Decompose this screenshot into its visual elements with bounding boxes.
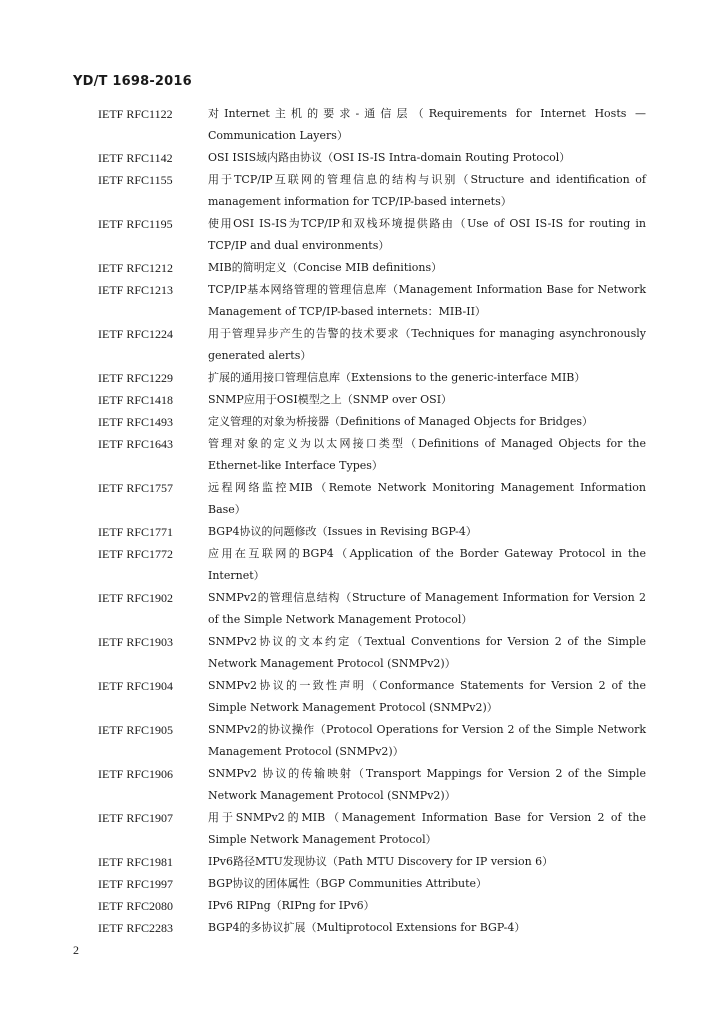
reference-code: IETF RFC1981	[98, 855, 174, 869]
reference-code: IETF RFC1493	[98, 415, 174, 429]
reference-title: SNMPv2的管理信息结构（Structure of Management Information for Version 2 of the Simple Network Management Protocol）	[208, 591, 646, 626]
reference-code: IETF RFC1905	[98, 723, 174, 737]
reference-code: IETF RFC1904	[98, 679, 174, 693]
reference-code: IETF RFC1903	[98, 635, 174, 649]
reference-title: MIB的简明定义（Concise MIB definitions）	[208, 261, 443, 274]
reference-code: IETF RFC1906	[98, 767, 174, 781]
reference-title: SNMPv2的协议操作（Protocol Operations for Version 2 of the Simple Network Management Protocol (SNMPv2)）	[208, 723, 646, 758]
reference-title: 使用OSI IS-IS为TCP/IP和双栈环境提供路由（Use of OSI IS-IS for routing in TCP/IP and dual environments）	[208, 217, 646, 252]
reference-title: BGP4的多协议扩展（Multiprotocol Extensions for BGP-4）	[208, 921, 526, 934]
reference-entry	[98, 873, 646, 895]
reference-title: TCP/IP基本网络管理的管理信息库（Management Information Base for Network Management of TCP/IP-based internets：MIB-II）	[208, 283, 646, 318]
reference-title: 用于TCP/IP互联网的管理信息的结构与识别（Structure and identification of management information for TCP/IP-based internets）	[208, 173, 646, 208]
page-number: 2	[73, 943, 79, 957]
reference-code: IETF RFC1757	[98, 481, 174, 495]
reference-title: SNMPv2协议的文本约定（Textual Conventions for Version 2 of the Simple Network Management Protocol (SNMPv2)）	[208, 635, 646, 670]
reference-code: IETF RFC1195	[98, 217, 173, 231]
reference-entry	[98, 389, 646, 411]
reference-entry	[98, 895, 646, 917]
reference-entry	[98, 851, 646, 873]
reference-title: OSI ISIS域内路由协议（OSI IS-IS Intra-domain Routing Protocol）	[208, 151, 571, 164]
reference-entry	[98, 433, 646, 477]
reference-entry	[98, 147, 646, 169]
reference-code: IETF RFC1142	[98, 151, 173, 165]
reference-code: IETF RFC1997	[98, 877, 174, 891]
reference-code: IETF RFC1907	[98, 811, 174, 825]
reference-title: SNMPv2协议的一致性声明（Conformance Statements for Version 2 of the Simple Network Management Protocol (SNMPv2)）	[208, 679, 646, 714]
reference-code: IETF RFC1771	[98, 525, 174, 539]
reference-title: 用于SNMPv2的MIB（Management Information Base for Version 2 of the Simple Network Management Protocol）	[208, 811, 646, 846]
reference-list	[98, 103, 646, 939]
reference-title: 对Internet主机的要求-通信层（Requirements for Internet Hosts — Communication Layers）	[208, 107, 646, 142]
reference-entry	[98, 719, 646, 763]
reference-code: IETF RFC1229	[98, 371, 174, 385]
reference-code: IETF RFC1418	[98, 393, 174, 407]
reference-code: IETF RFC1212	[98, 261, 174, 275]
reference-code: IETF RFC1902	[98, 591, 174, 605]
reference-entry	[98, 807, 646, 851]
reference-code: IETF RFC1643	[98, 437, 174, 451]
reference-entry	[98, 477, 646, 521]
reference-title: BGP协议的团体属性（BGP Communities Attribute）	[208, 877, 488, 890]
reference-code: IETF RFC1224	[98, 327, 174, 341]
reference-entry	[98, 323, 646, 367]
reference-entry	[98, 631, 646, 675]
reference-entry	[98, 411, 646, 433]
reference-title: SNMPv2 协议的传输映射（Transport Mappings for Version 2 of the Simple Network Management Protocol (SNMPv2)）	[208, 767, 646, 802]
reference-title: IPv6路径MTU发现协议（Path MTU Discovery for IP version 6）	[208, 855, 554, 868]
reference-code: IETF RFC1213	[98, 283, 174, 297]
reference-title: BGP4协议的问题修改（Issues in Revising BGP-4）	[208, 525, 477, 538]
reference-title: 定义管理的对象为桥接器（Definitions of Managed Objects for Bridges）	[208, 415, 594, 428]
reference-entry	[98, 587, 646, 631]
reference-code: IETF RFC2080	[98, 899, 174, 913]
standard-code-header: YD/T 1698-2016	[73, 74, 192, 89]
reference-entry	[98, 763, 646, 807]
reference-title: 扩展的通用接口管理信息库（Extensions to the generic-interface MIB）	[208, 371, 586, 384]
reference-entry	[98, 279, 646, 323]
reference-entry	[98, 169, 646, 213]
reference-title: IPv6 RIPng（RIPng for IPv6）	[208, 899, 375, 912]
reference-entry	[98, 213, 646, 257]
reference-entry	[98, 103, 646, 147]
reference-entry	[98, 367, 646, 389]
reference-code: IETF RFC1772	[98, 547, 174, 561]
reference-title: 远程网络监控MIB（Remote Network Monitoring Management Information Base）	[208, 481, 646, 516]
reference-entry	[98, 257, 646, 279]
reference-title: 应用在互联网的BGP4（Application of the Border Gateway Protocol in the Internet）	[208, 547, 646, 582]
reference-entry	[98, 521, 646, 543]
reference-entry	[98, 917, 646, 939]
reference-code: IETF RFC1122	[98, 107, 173, 121]
reference-code: IETF RFC2283	[98, 921, 174, 935]
reference-entry	[98, 543, 646, 587]
reference-title: 管理对象的定义为以太网接口类型（Definitions of Managed Objects for the Ethernet-like Interface Types）	[208, 437, 646, 472]
reference-code: IETF RFC1155	[98, 173, 173, 187]
reference-title: 用于管理异步产生的告警的技术要求（Techniques for managing asynchronously generated alerts）	[208, 327, 646, 362]
reference-entry	[98, 675, 646, 719]
reference-title: SNMP应用于OSI模型之上（SNMP over OSI）	[208, 393, 453, 406]
